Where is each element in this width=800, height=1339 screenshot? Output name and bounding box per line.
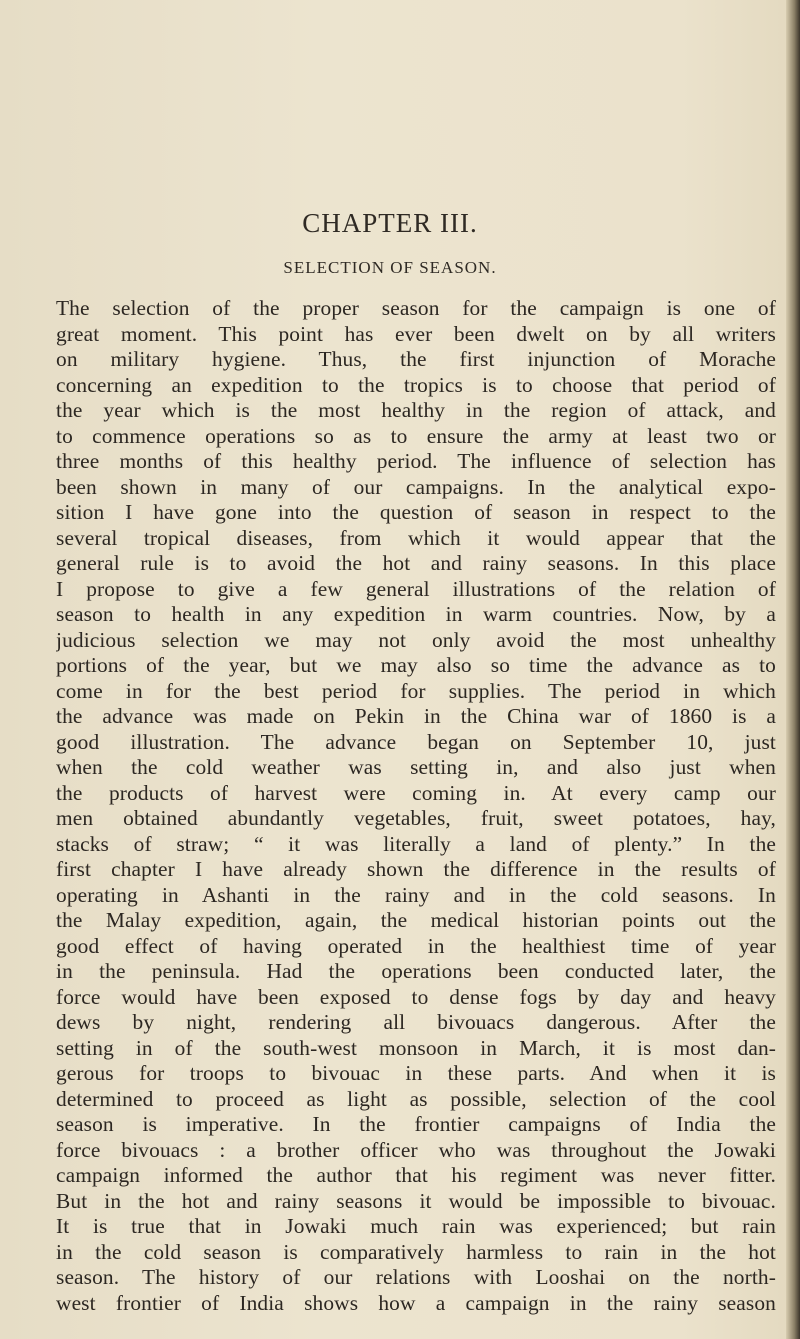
text-line: setting in of the south-west monsoon in March, it is most dan- — [56, 1035, 776, 1060]
text-line: campaign informed the author that his regiment was never fitter. — [56, 1163, 776, 1187]
text-line: come in for the best period for supplies. The period in which — [56, 678, 776, 703]
text-line: season to health in any expedition in warm countries. Now, by a — [56, 602, 776, 626]
text-line: portions of the year, but we may also so time the advance as to — [56, 653, 776, 677]
chapter-heading: CHAPTER III. — [302, 208, 478, 238]
text-line: force bivouacs : a brother officer who was throughout the Jowaki — [56, 1137, 776, 1162]
body-paragraph — [56, 296, 776, 1316]
text-line: force would have been exposed to dense fogs by day and heavy — [56, 984, 776, 1009]
text-line: dews by night, rendering all bivouacs dangerous. After the — [56, 1010, 776, 1034]
text-line: the year which is the most healthy in the region of attack, and — [56, 398, 776, 422]
section-heading: SELECTION OF SEASON. — [283, 258, 497, 277]
text-line: season is imperative. In the frontier campaigns of India the — [56, 1112, 776, 1136]
text-line: to commence operations so as to ensure the army at least two or — [56, 423, 776, 448]
text-line: great moment. This point has ever been dwelt on by all writers — [56, 321, 776, 346]
text-line: determined to proceed as light as possible, selection of the cool — [56, 1086, 776, 1111]
text-line: I propose to give a few general illustrations of the relation of — [56, 576, 776, 601]
text-line: west frontier of India shows how a campaign in the rainy season — [56, 1290, 776, 1315]
text-line: The selection of the proper season for the campaign is one of — [56, 296, 776, 320]
text-line: season. The history of our relations with Looshai on the north- — [56, 1265, 776, 1289]
text-line: the Malay expedition, again, the medical historian points out the — [56, 908, 776, 932]
text-line: the products of harvest were coming in. At every camp our — [56, 780, 776, 805]
text-line: in the cold season is comparatively harmless to rain in the hot — [56, 1239, 776, 1264]
text-line: good effect of having operated in the healthiest time of year — [56, 933, 776, 958]
text-line: in the peninsula. Had the operations been conducted later, the — [56, 959, 776, 983]
text-line: three months of this healthy period. The influence of selection has — [56, 449, 776, 473]
text-line: when the cold weather was setting in, and also just when — [56, 755, 776, 779]
text-line: been shown in many of our campaigns. In the analytical expo- — [56, 474, 776, 499]
text-line: gerous for troops to bivouac in these parts. And when it is — [56, 1061, 776, 1085]
text-line: sition I have gone into the question of season in respect to the — [56, 500, 776, 524]
text-line: operating in Ashanti in the rainy and in the cold seasons. In — [56, 882, 776, 907]
text-line: general rule is to avoid the hot and rainy seasons. In this place — [56, 551, 776, 575]
text-line: several tropical diseases, from which it would appear that the — [56, 525, 776, 550]
text-line: But in the hot and rainy seasons it would be impossible to bivouac. — [56, 1188, 776, 1213]
text-line: men obtained abundantly vegetables, fruit, sweet potatoes, hay, — [56, 806, 776, 830]
text-line: the advance was made on Pekin in the China war of 1860 is a — [56, 704, 776, 728]
text-line: It is true that in Jowaki much rain was experienced; but rain — [56, 1214, 776, 1238]
text-line: first chapter I have already shown the difference in the results of — [56, 857, 776, 881]
text-line: stacks of straw; “ it was literally a land of plenty.” In the — [56, 831, 776, 856]
text-line: judicious selection we may not only avoid the most unhealthy — [56, 627, 776, 652]
text-line: good illustration. The advance began on September 10, just — [56, 729, 776, 754]
text-line: concerning an expedition to the tropics is to choose that period of — [56, 372, 776, 397]
text-line: on military hygiene. Thus, the first injunction of Morache — [56, 347, 776, 371]
page-edge-shadow — [786, 0, 800, 1339]
